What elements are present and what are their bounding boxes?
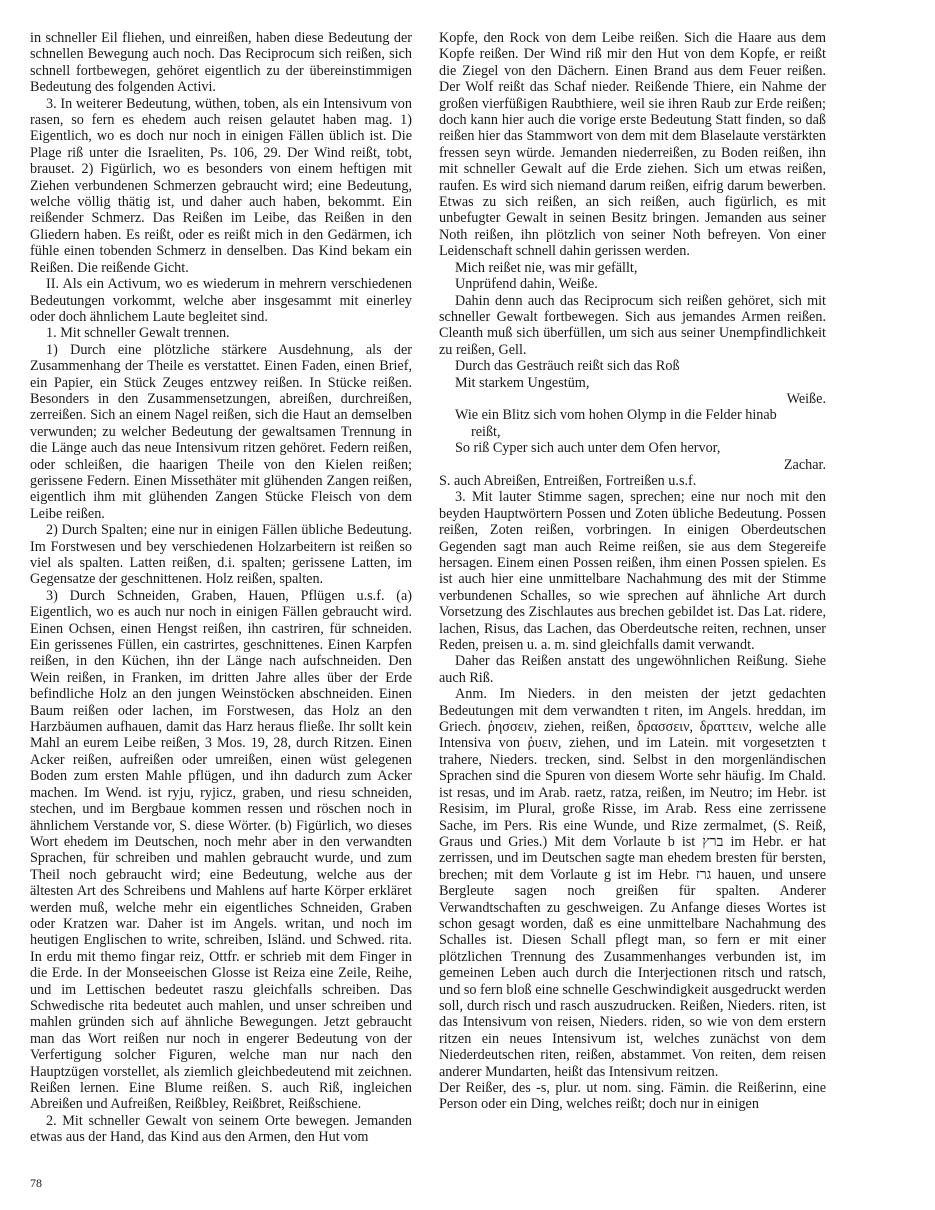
paragraph: Kopfe, den Rock von dem Leibe reißen. Sich die Haare aus dem Kopfe reißen. Der Wind riß mir den Hut von dem Kopfe, er reißt die Ziegel von den Dächern. Einen Brand aus dem Feuer reißen. Der Wolf reißt das Schaf nieder. Reißende Thiere, ein Nahme der großen vierfüßigen Raubthiere, weil sie ihren Raub zur Erde reißen; doch kann hier auch die vorige erste Bedeutung Statt finden, so daß reißen hier das Stammwort von dem mit dem Blaselaute verstärkten fressen seyn würde. Jemanden niederreißen, zu Boden reißen, ihn mit schneller Gewalt auf die Erde ziehen. Sich um etwas reißen, raufen. Es wird sich niemand darum reißen, eifrig darum bewerben. Etwas zu sich reißen, an sich reißen, auch figürlich, es mit unbefugter Gewalt in seinen Besitz bringen. Jemanden aus seiner Noth reißen, ihn plötzlich von seiner Noth befreyen. Von einer Leidenschaft schnell dahin gerissen werden. — [439, 30, 826, 260]
right-column — [439, 30, 826, 1113]
page-number: 78 — [30, 1176, 42, 1190]
paragraph: 1. Mit schneller Gewalt trennen. — [46, 325, 230, 342]
paragraph: Dahin denn auch das Reciprocum sich reißen gehöret, sich mit schneller Gewalt fortbewegen. Sich aus jemandes Armen reißen. Cleanth muß sich überfüllen, um sich aus seiner Unempfindlichkeit zu reißen, Gell. — [439, 292, 826, 358]
paragraph: 3. Mit lauter Stimme sagen, sprechen; eine nur noch mit den beyden Hauptwörtern Possen und Zoten übliche Bedeutung. Possen reißen, Zoten reißen, vorbringen. In einigen Oberdeutschen Gegenden sagt man auch Reime reißen, sie aus dem Stegereife hersagen. Einem einen Possen reißen, ihm einen Possen spielen. Es ist auch hier eine unmittelbare Nachahmung des mit der Stimme verbundenen Schalles, so wie sprechen auf ähnliche Art durch Vorsetzung des Zischlautes aus brechen gebildet ist. Das Lat. ridere, lachen, Risus, das Lachen, das Oberdeutsche reiten, rechnen, unser Reden, preisen u. a. m. sind gleichfalls damit verwandt. — [439, 489, 826, 654]
paragraph: Anm. Im Nieders. in den meisten der jetzt gedachten Bedeutungen mit dem verwandten t riten, im Angels. hreddan, im Griech. ῥησσειν, ziehen, reißen, δρασσειν, δραττειν, welche alle Intensiva von ῥυειν, ziehen, und im Latein. mit vorgesetzten t trahere, Nieders. trecken, sind. Selbst in den morgenländischen Sprachen sind die Spuren von diesem Worte sehr häufig. Im Chald. ist resas, und im Arab. raetz, ratza, reißen, im Neutro; im Hebr. ist Resisim, im Plural, große Risse, im Arab. Ress eine zerrissene Sache, im Pers. Ris eine Wunde, und Rize zermalmet, (S. Reiß, Graus und Gries.) Mit dem Vorlaute b ist ברץ im Hebr. er hat zerrissen, und im Deutschen sagte man ehedem bresten für bersten, brechen; mit dem Vorlaute g ist im Hebr. גרז hauen, und unsere Bergleute sagen noch greißen für spalten. Anderer Verwandtschaften zu geschweigen. Zu Anfange dieses Wortes ist schon gesagt worden, daß es eine unmittelbare Nachahmung des Schalles ist. Diesen Schall pflegt man, so fern er mit einer plötzlichen Trennung des Zusammenhanges verbunden ist, im gemeinen Leben auch durch die Interjectionen ritsch und ratsch, und so fern bloß eine schnelle Geschwindigkeit ausgedruckt werden soll, durch risch und rasch auszudrucken. Reißen, Nieders. riten, ist das Intensivum von reisen, Nieders. riden, so wie von dem erstern ritzen ein neues Intensivum ist, welches zunächst von dem Niederdeutschen riten, reißen, abstammet. Von reiten, dem reisen anderer Mundarten, heißt das Intensivum reitzen. — [439, 686, 826, 1080]
paragraph: 2) Durch Spalten; eine nur in einigen Fällen übliche Bedeutung. Im Forstwesen und bey verschiedenen Holzarbeitern ist reißen so viel als spalten. Latten reißen, d.i. spalten; gerissene Latten, im Gegensatze der geschnittenen. Holz reißen, spalten. — [30, 522, 412, 588]
paragraph: 2. Mit schneller Gewalt von seinem Orte bewegen. Jemanden etwas aus der Hand, das Kind aus den Armen, den Hut vom — [30, 1112, 412, 1146]
verse-line: reißt, — [471, 423, 501, 440]
paragraph: S. auch Abreißen, Entreißen, Fortreißen u.s.f. — [439, 472, 697, 489]
paragraph: II. Als ein Activum, wo es wiederum in mehrern verschiedenen Bedeutungen vorkommt, welche aber insgesammt mit einerley oder doch ähnlichem Laute begleitet sind. — [30, 276, 412, 325]
paragraph: in schneller Eil fliehen, und einreißen, haben diese Bedeutung der schnellen Bewegung auch noch. Das Reciprocum sich reißen, sich schnell fortbewegen, gehöret eigentlich zu der übereinstimmigen Bedeutung des folgenden Activi. — [30, 30, 412, 96]
verse-line: So riß Cyper sich auch unter dem Ofen hervor, — [455, 440, 721, 457]
verse-line: Durch das Gesträuch reißt sich das Roß — [455, 358, 680, 375]
paragraph: Daher das Reißen anstatt des ungewöhnlichen Reißung. Siehe auch Riß. — [439, 653, 826, 686]
paragraph: 3) Durch Schneiden, Graben, Hauen, Pflügen u.s.f. (a) Eigentlich, wo es auch nur noch in einigen Fällen gebraucht wird. Einen Ochsen, einen Hengst reißen, ihn castriren, für schneiden. Ein gerissenes Füllen, ein castrirtes, geschnittenes. Einen Karpfen reißen, in den Küchen, ihn der Länge nach aufschneiden. Den Wein reißen, in Franken, im dritten Jahre alles über der Erde befindliche Holz an den jungen Weinstöcken abschneiden. Einen Baum reißen oder lachen, im Forstwesen, das Holz an den Harzbäumen aufhauen, damit das Harz heraus fließe. Ihr sollt kein Mahl an eurem Leibe reißen, 3 Mos. 19, 28, durch Ritzen. Einen Acker reißen, aufreißen oder umreißen, einen wüst gelegenen Boden zum ersten Mahle pflügen, und ihn dadurch zum Acker machen. Im Wend. ist ryju, ryjicz, graben, und riesu schneiden, stechen, und im Bergbaue kommen ressen und röschen noch in ähnlichem Verstande vor, S. diese Wörter. (b) Figürlich, wo dieses Wort ehedem im Deutschen, noch mehr aber in den verwandten Sprachen, für schreiben und mahlen gebraucht wurde, und zum Theil noch gebraucht wird; eine Bedeutung, welche aus der ältesten Art des Schreibens und Mahlens auf harte Körper erkläret werden muß, welche mehr ein eigentliches Schneiden, Graben oder Kratzen war. Daher ist im Angels. writan, und noch im heutigen Englischen to write, schreiben, Isländ. und Schwed. rita. In erdu mit themo fingar reiz, Ottfr. er schrieb mit dem Finger in die Erde. In der Monseeischen Glosse ist Reiza eine Zeile, Reihe, und im Lettischen bedeutet raszu gleichfalls schreiben. Das Schwedische rita bedeutet auch mahlen, und unser schreiben und mahlen gründen sich auf ähnliche Bewegungen. Jetzt gebraucht man das Wort reißen nur noch in engerer Bedeutung von der Verfertigung solcher Figuren, welche man nur nach den Hauptzügen vorstellet, als ziemlich gleichbedeutend mit zeichnen. Reißen lernen. Eine Blume reißen. S. auch Riß, ingleichen Abreißen und Aufreißen, Reißbley, Reißbret, Reißschiene. — [30, 587, 412, 1113]
verse-line: Mich reißet nie, was mir gefällt, — [455, 259, 638, 276]
citation: Zachar. — [783, 456, 826, 473]
paragraph: 3. In weiterer Bedeutung, wüthen, toben, als ein Intensivum von rasen, so fern es ehedem auch reisen gelautet haben mag. 1) Eigentlich, wo es doch nur noch in einigen Fällen üblich ist. Die Plage riß unter die Israeliten, Ps. 106, 29. Der Wind reißt, tobt, brauset. 2) Figürlich, wo es besonders von einem heftigen mit Ziehen verbundenen Schmerzen gebraucht wird; eine Bedeutung, welche völlig thätig ist, und daher auch haben, bekommt. Ein reißender Schmerz. Das Reißen im Leibe, das Reißen in den Gliedern haben. Es reißt, oder es reißt mich in den Gedärmen, ich fühle einen tobenden Schmerz in denselben. Das Kind bekam ein Reißen. Die reißende Gicht. — [30, 95, 412, 276]
verse-line: Mit starkem Ungestüm, — [455, 374, 590, 391]
paragraph: 1) Durch eine plötzliche stärkere Ausdehnung, als der Zusammenhang der Theile es verstattet. Einen Faden, einen Brief, ein Papier, ein Stück Zeuges entzwey reißen. In Stücke reißen. Besonders in den Zusammensetzungen, abreißen, durchreißen, zerreißen. Sich an einem Nagel reißen, sich die Haut an demselben verwunden; zu welcher Bedeutung der gewaltsamen Trennung in die Länge auch das neue Intensivum ritzen gehöret. Federn reißen, oder schleißen, die haarigen Theile von den Kielen reißen; gerissene Federn. Einen Missethäter mit glühenden Zangen reißen, eigentlich ihm mit glühenden Zangen Stücke Fleisch von dem Leibe reißen. — [30, 341, 412, 522]
entry-headword-paragraph: Der Reißer, des -s, plur. ut nom. sing. Fämin. die Reißerinn, eine Person oder ein Ding, welches reißt; doch nur in einigen — [439, 1080, 826, 1113]
citation: Weiße. — [786, 390, 826, 407]
left-column — [30, 30, 412, 1146]
verse-line: Wie ein Blitz sich vom hohen Olymp in die Felder hinab — [455, 407, 777, 424]
verse-line: Unprüfend dahin, Weiße. — [455, 276, 598, 293]
